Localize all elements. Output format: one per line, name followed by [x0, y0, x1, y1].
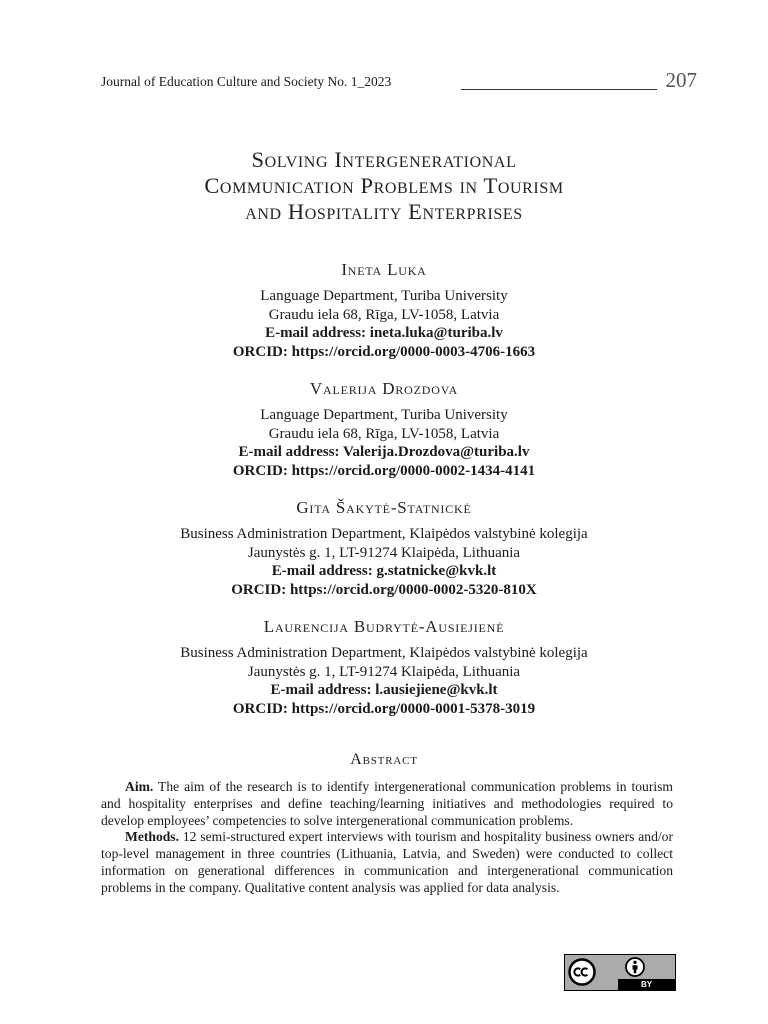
abstract-paragraph-aim [101, 779, 673, 829]
paragraph-text: The aim of the research is to identify intergenerational communication problems in tourism and hospitality enterprises and define teaching/learning initiatives and methodologies required to develop employees’ competencies to solve intergenerational communication problems. [101, 779, 674, 828]
cc-by-license-badge[interactable] [564, 954, 676, 991]
title-line: and Hospitality Enterprises [245, 199, 523, 224]
author-block [60, 497, 708, 599]
author-department: Business Administration Department, Klaipėdos valstybinė kolegija [180, 526, 588, 542]
article-title [60, 147, 708, 225]
paragraph-label: Aim. [125, 779, 154, 794]
author-department: Business Administration Department, Klaipėdos valstybinė kolegija [180, 645, 588, 661]
author-department: Language Department, Turiba University [260, 288, 508, 304]
page-number: 207 [665, 68, 697, 92]
abstract-paragraph-methods [101, 829, 673, 896]
journal-name: Journal of Education Culture and Society No. 1_2023 [101, 74, 392, 89]
abstract-heading: Abstract [350, 751, 418, 768]
author-orcid[interactable]: ORCID: https://orcid.org/0000-0001-5378-3019 [232, 700, 536, 717]
author-block [60, 378, 708, 480]
license-label: BY [640, 980, 653, 989]
author-email[interactable]: E-mail address: ineta.luka@turiba.lv [265, 325, 503, 341]
running-header [101, 70, 697, 94]
author-name: Gita Šakytė-Statnickė [296, 498, 472, 517]
paragraph-text: 12 semi-structured expert interviews with tourism and hospitality business owners and/or top-level management in three countries (Lithuania, Latvia, and Sweden) were conducted to collect information on generational differences in communication and intergenerational communication problems in the company. Qualitative content analysis was applied for data analysis. [101, 829, 674, 895]
author-orcid[interactable]: ORCID: https://orcid.org/0000-0002-5320-810X [231, 581, 537, 598]
author-address: Graudu iela 68, Rīga, LV-1058, Latvia [268, 425, 500, 442]
author-name: Valerija Drozdova [309, 379, 459, 398]
paragraph-label: Methods. [125, 829, 179, 845]
author-address: Graudu iela 68, Rīga, LV-1058, Latvia [268, 306, 500, 323]
cc-icon [568, 958, 596, 986]
author-orcid[interactable]: ORCID: https://orcid.org/0000-0002-1434-4141 [232, 462, 536, 479]
author-address: Jaunystės g. 1, LT-91274 Klaipėda, Lithuania [247, 663, 521, 680]
author-block [60, 259, 708, 361]
abstract-body [101, 779, 673, 897]
author-name: Laurencija Budrytė-Ausiejienė [263, 617, 505, 636]
author-block [60, 616, 708, 718]
author-email[interactable]: E-mail address: Valerija.Drozdova@turiba.lv [238, 444, 530, 460]
header-rule [461, 89, 657, 90]
title-line: Solving Intergenerational [251, 147, 517, 172]
author-name: Ineta Luka [341, 260, 427, 279]
author-email[interactable]: E-mail address: g.statnicke@kvk.lt [271, 563, 497, 579]
author-address: Jaunystės g. 1, LT-91274 Klaipėda, Lithuania [247, 544, 521, 561]
author-department: Language Department, Turiba University [260, 407, 508, 423]
title-line: Communication Problems in Tourism [204, 173, 564, 198]
by-person-icon [625, 957, 645, 977]
author-email[interactable]: E-mail address: l.ausiejiene@kvk.lt [270, 682, 498, 698]
author-orcid[interactable]: ORCID: https://orcid.org/0000-0003-4706-1663 [232, 343, 536, 360]
